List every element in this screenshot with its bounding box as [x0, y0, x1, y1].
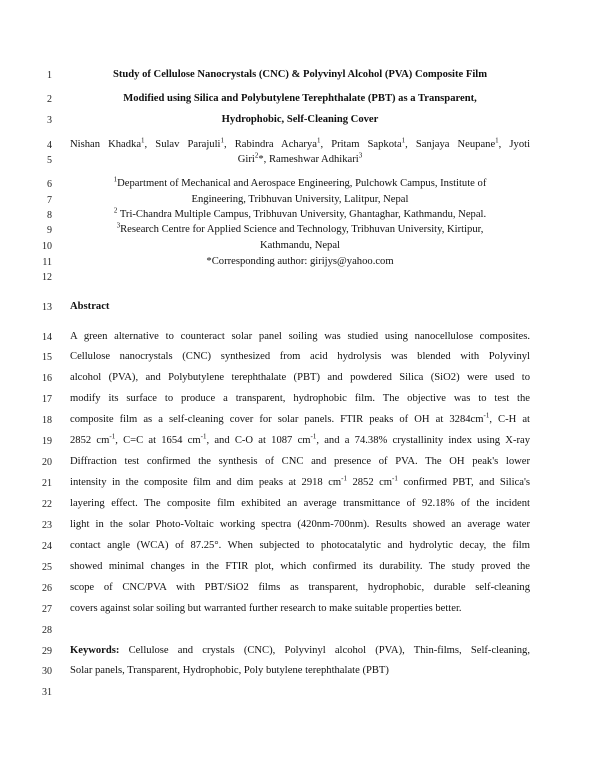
abstract-line: [70, 476, 530, 490]
title-line: Hydrophobic, Self-Cleaning Cover: [221, 114, 379, 125]
affiliation-text: Tri-Chandra Multiple Campus, Tribhuvan University, Ghantaghar, Kathmandu, Nepal.: [119, 209, 487, 220]
line-number: 13: [42, 302, 52, 313]
text-run: 2852 cm: [346, 477, 393, 488]
title-line: Study of Cellulose Nanocrystals (CNC) & Polyvinyl Alcohol (PVA) Composite Film: [112, 69, 488, 80]
line-number: 29: [42, 646, 52, 657]
author-name: Rameshwar Adhikari: [268, 154, 359, 165]
affiliation-line: [70, 177, 530, 191]
abstract-line: covers against solar soiling but warranted further research to make suitable properties better.: [70, 603, 462, 614]
abstract-line: [70, 434, 530, 448]
author-name: Nishan Khadka: [70, 139, 142, 150]
abstract-line: [70, 413, 530, 427]
line-number: 26: [42, 583, 52, 594]
abstract-line: scope of CNC/PVA with PBT/SiO2 films as transparent, hydrophobic, durable self-cleaning: [70, 582, 530, 593]
unit-sup: -1: [392, 474, 398, 483]
line-number: 6: [47, 179, 52, 190]
line-number: 1: [47, 70, 52, 81]
affiliation-text: Department of Mechanical and Aerospace Engineering, Pulchowk Campus, Institute of: [117, 178, 487, 189]
line-number: 25: [42, 562, 52, 573]
line-number: 7: [47, 195, 52, 206]
keywords-line: Solar panels, Transparent, Hydrophobic, Poly butylene terephthalate (PBT): [70, 665, 389, 676]
abstract-line: alcohol (PVA), and Polybutylene terephthalate (PBT) and powdered Silica (SiO2) were used to: [70, 372, 530, 383]
affiliation-sup: 1: [113, 175, 118, 184]
abstract-heading: Abstract: [70, 301, 110, 312]
separator: ,: [320, 139, 324, 150]
line-number: 19: [42, 436, 52, 447]
unit-sup: -1: [310, 432, 317, 441]
line-number: 12: [42, 272, 52, 283]
unit-sup: -1: [483, 411, 490, 420]
affiliation-sup: 2: [113, 206, 118, 215]
author-name: Giri: [237, 154, 255, 165]
line-number: 5: [47, 155, 52, 166]
author-name: Pritam Sapkota: [331, 139, 402, 150]
separator: ,: [498, 139, 502, 150]
line-number: 16: [42, 373, 52, 384]
unit-sup: -1: [200, 432, 207, 441]
line-number: 2: [47, 94, 52, 105]
line-number: 31: [42, 687, 52, 698]
line-number: 30: [42, 666, 52, 677]
affiliation-text: Research Centre for Applied Science and Technology, Tribhuvan University, Kirtipur,: [120, 224, 484, 235]
abstract-line: modify its surface to produce a transparent, hydrophobic film. The objective was to test the: [70, 393, 530, 404]
line-number: 23: [42, 520, 52, 531]
text-run: composite film as a self-cleaning cover for solar panels. FTIR peaks of OH at 3284cm: [70, 414, 484, 425]
author-sup: 1: [220, 136, 224, 145]
author-sup: 1: [141, 136, 145, 145]
line-number: 10: [42, 241, 52, 252]
abstract-line: layering effect. The composite film exhibited an average transmittance of 92.18% of the incident: [70, 498, 530, 509]
unit-sup: -1: [109, 432, 116, 441]
line-number: 9: [47, 225, 52, 236]
author-name: Jyoti: [509, 139, 531, 150]
abstract-line: Cellulose nanocrystals (CNC) synthesized from acid hydrolysis was blended with Polyvinyl: [70, 351, 530, 362]
line-number: 28: [42, 625, 52, 636]
affiliation-line: Kathmandu, Nepal: [259, 240, 341, 251]
separator: ,: [263, 154, 267, 165]
abstract-line: A green alternative to counteract solar panel soiling was studied using nanocellulose composites.: [70, 331, 530, 342]
author-sup: 3: [358, 151, 363, 160]
corresponding-author: *Corresponding author: girijys@yahoo.com: [206, 256, 394, 267]
author-name: Sulav Parajuli: [155, 139, 221, 150]
line-number: 20: [42, 457, 52, 468]
author-name: Rabindra Acharya: [234, 139, 317, 150]
author-sup: 1: [495, 136, 499, 145]
separator: ,: [223, 139, 227, 150]
keywords-label: Keywords:: [70, 645, 120, 656]
line-number: 14: [42, 332, 52, 343]
line-number: 27: [42, 604, 52, 615]
separator: ,: [405, 139, 408, 150]
line-number: 8: [47, 210, 52, 221]
author-list-cont: [70, 153, 530, 167]
separator: ,: [144, 139, 148, 150]
abstract-line: Diffraction test confirmed the synthesis of CNC and presence of PVA. The OH peak's lower: [70, 456, 530, 467]
author-sup: 1: [316, 136, 321, 145]
affiliation-line: Engineering, Tribhuvan University, Lalitpur, Nepal: [191, 194, 409, 205]
author-list: [70, 138, 530, 152]
line-number: 18: [42, 415, 52, 426]
affiliation-line: [70, 223, 530, 237]
title-line: Modified using Silica and Polybutylene Terephthalate (PBT) as a Transparent,: [123, 93, 477, 104]
line-number: 21: [42, 478, 52, 489]
author-sup: 2: [254, 151, 259, 160]
text-run: , C-H at: [489, 414, 530, 425]
text-run: confirmed PBT, and Silica's: [397, 477, 531, 488]
line-number: 24: [42, 541, 52, 552]
affiliation-line: [70, 208, 530, 222]
line-number: 3: [47, 115, 52, 126]
corresponding-mark: *: [258, 154, 264, 165]
author-name: Sanjaya Neupane: [415, 139, 496, 150]
line-number: 22: [42, 499, 52, 510]
line-number: 11: [42, 257, 52, 268]
abstract-line: light in the solar Photo-Voltaic working spectra (420nm-700nm). Results showed an average water: [70, 519, 530, 530]
abstract-line: showed minimal changes in the FTIR plot, which confirmed its durability. The study proved the: [70, 561, 530, 572]
text-run: , C=C at 1654 cm: [115, 435, 201, 446]
text-run: , and a 74.38% crystallinity index using X-ray: [316, 435, 530, 446]
text-run: intensity in the composite film and dim peaks at 2918 cm: [70, 477, 342, 488]
line-number: 17: [42, 394, 52, 405]
unit-sup: -1: [341, 474, 347, 483]
abstract-line: contact angle (WCA) of 87.25°. When subjected to photocatalytic and hydrolytic decay, the film: [70, 540, 530, 551]
text-run: , and C-O at 1087 cm: [206, 435, 311, 446]
line-number: 15: [42, 352, 52, 363]
keywords-text: Cellulose and crystals (CNC), Polyvinyl alcohol (PVA), Thin-films, Self-cleaning,: [119, 645, 530, 656]
text-run: 2852 cm: [70, 435, 110, 446]
keywords-line: [70, 644, 530, 658]
author-sup: 1: [401, 136, 406, 145]
line-number: 4: [47, 140, 52, 151]
affiliation-sup: 3: [116, 221, 121, 230]
